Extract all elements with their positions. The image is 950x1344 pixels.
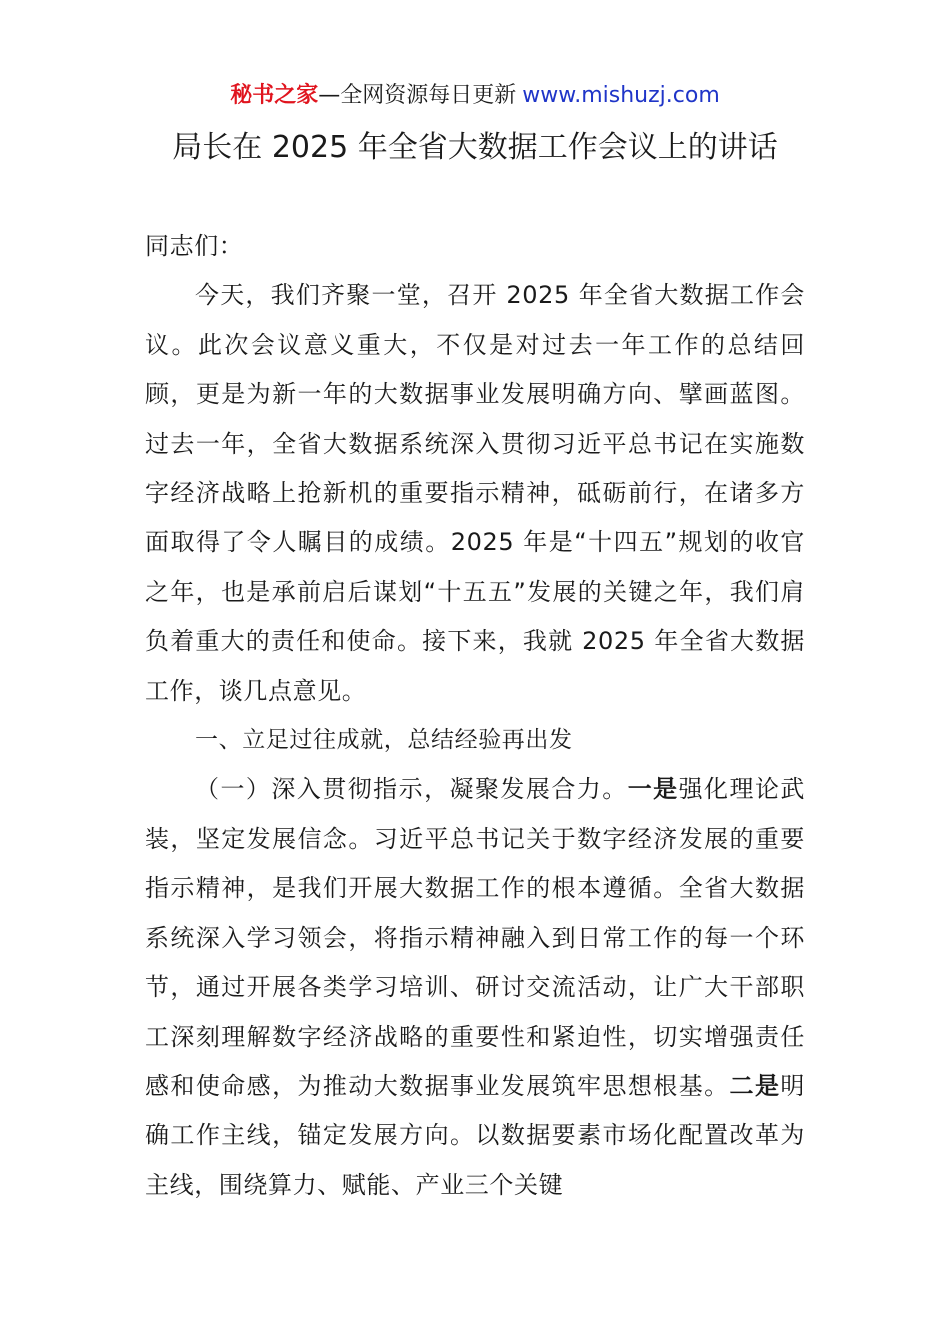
intro-paragraph: 今天，我们齐聚一堂，召开 2025 年全省大数据工作会议。此次会议意义重大，不仅是对过去一年工作的总结回顾，更是为新一年的大数据事业发展明确方向、擘画蓝图。过去一年，全省大数据系统深入贯彻习近平总书记在实施数字经济战略上抢新机的重要指示精神，砥砺前行，在诸多方面取得了令人瞩目的成绩。2025 年是“十四五”规划的收官之年，也是承前启后谋划“十五五”发展的关键之年，我们肩负着重大的责任和使命。接下来，我就 2025 年全省大数据工作，谈几点意见。: [145, 281, 805, 705]
point-label: 一是: [627, 775, 679, 804]
brand-name: 秘书之家: [230, 83, 319, 108]
banner-tagline: —全网资源每日更新: [318, 83, 517, 108]
point-label: 二是: [729, 1071, 781, 1100]
section-heading: 一、立足过往成就，总结经验再出发: [195, 727, 573, 754]
site-url-link[interactable]: www.mishuzj.com: [522, 83, 720, 108]
point-text: 明确工作主线，锚定发展方向。以数据要素市场化配置改革为主线，围绕算力、赋能、产业三个关键: [145, 1071, 805, 1199]
site-banner: [0, 80, 950, 112]
subsection-paragraph: [145, 765, 805, 1210]
document-title: 局长在 2025 年全省大数据工作会议上的讲话: [172, 130, 778, 165]
salutation: 同志们：: [145, 232, 244, 260]
document-body: [145, 222, 805, 1210]
subsection-heading: （一）深入贯彻指示，凝聚发展合力。: [195, 775, 628, 804]
point-text: 强化理论武装，坚定发展信念。习近平总书记关于数字经济发展的重要指示精神，是我们开展大数据工作的根本遵循。全省大数据系统深入学习领会，将指示精神融入到日常工作的每一个环节，通过开展各类学习培训、研讨交流活动，让广大干部职工深刻理解数字经济战略的重要性和紧迫性，切实增强责任感和使命感，为推动大数据事业发展筑牢思想根基。: [145, 775, 806, 1100]
